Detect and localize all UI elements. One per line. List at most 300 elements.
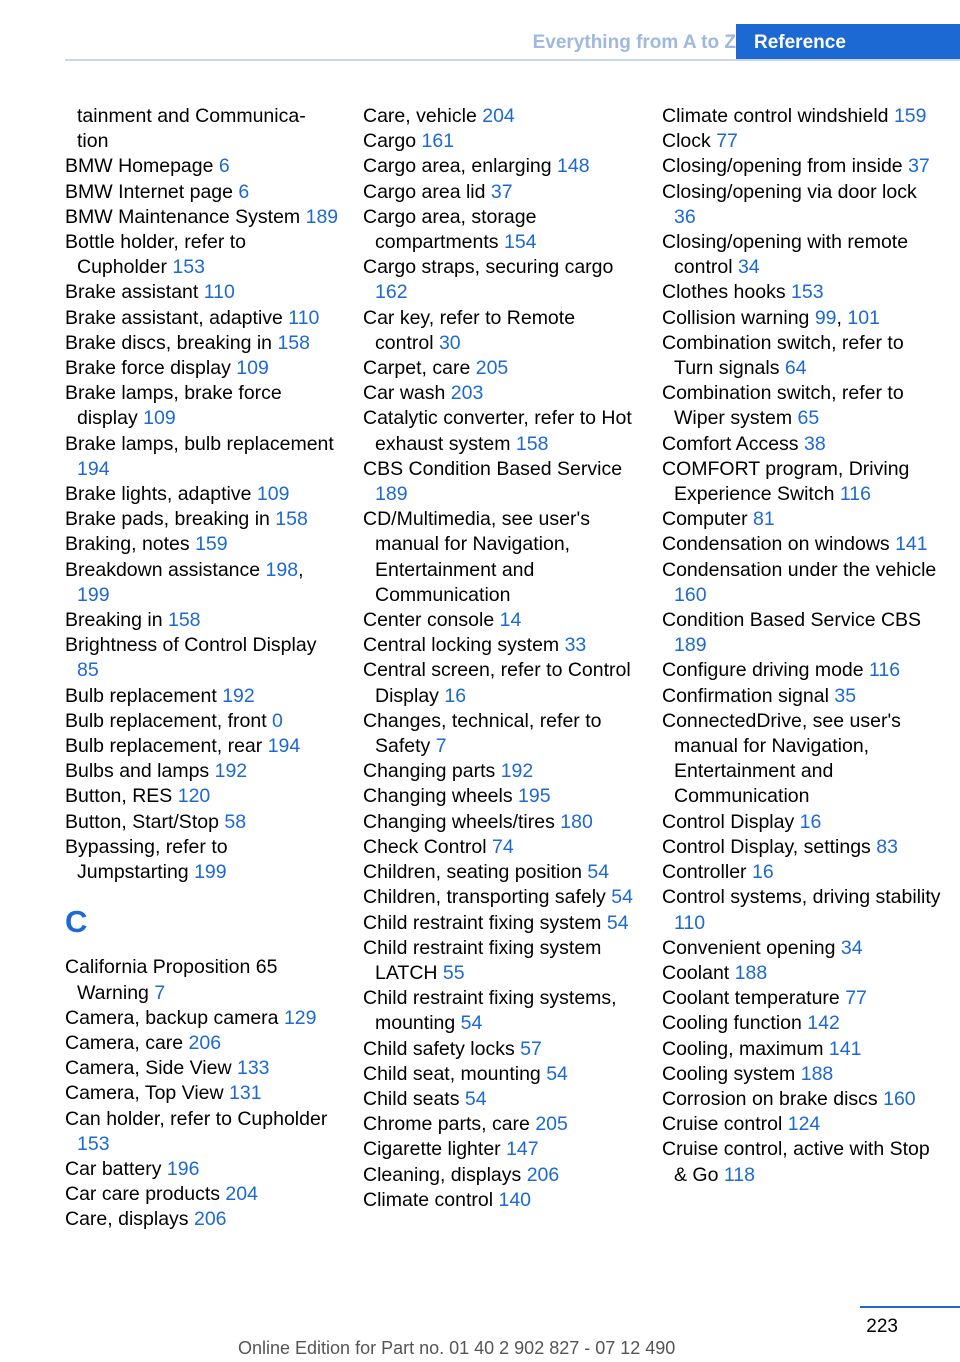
index-entry xyxy=(662,558,942,608)
page-reference-link[interactable]: 192 xyxy=(214,760,248,783)
page-reference-link[interactable]: 65 xyxy=(797,407,820,430)
index-entry-text: Breakdown assistance xyxy=(65,558,261,581)
index-entry-text: Brake discs, breaking in xyxy=(65,331,273,354)
page-reference-link[interactable]: 77 xyxy=(845,987,867,1010)
index-entry-text: COMFORT program, Driving Experience Switch xyxy=(662,457,910,506)
index-entry xyxy=(662,180,942,230)
page-reference-link[interactable]: 129 xyxy=(283,1006,317,1029)
page-reference-link[interactable]: 141 xyxy=(895,533,928,556)
index-entry xyxy=(363,1188,638,1213)
page-reference-link[interactable]: 189 xyxy=(674,634,707,657)
section-title: Everything from A to Z xyxy=(532,32,736,53)
index-entry-text: Closing/opening with remote control xyxy=(662,231,909,279)
page-reference-link[interactable]: 158 xyxy=(275,508,308,531)
index-entry xyxy=(363,457,638,507)
page-reference-link[interactable]: 162 xyxy=(375,281,408,304)
index-entry-text: Cleaning, displays xyxy=(363,1163,522,1186)
index-entry-text: Brake pads, breaking in xyxy=(65,508,270,531)
index-entry xyxy=(65,633,340,683)
index-entry-text: Comfort Access xyxy=(662,432,799,455)
index-entry xyxy=(363,860,638,885)
index-entry xyxy=(65,1207,340,1232)
index-entry-text: Cooling, maximum xyxy=(662,1037,824,1060)
page-reference-link[interactable]: 158 xyxy=(515,432,549,455)
index-entry xyxy=(65,104,340,129)
index-entry xyxy=(363,1137,638,1162)
index-entry xyxy=(65,432,340,482)
page-reference-link[interactable]: 199 xyxy=(77,583,110,606)
index-entry-text: Cruise control, active with Stop & Go xyxy=(662,1138,930,1186)
index-entry xyxy=(363,1112,638,1137)
index-entry-text: Brake force display xyxy=(65,357,231,380)
index-entry-text: Child seat, mounting xyxy=(363,1062,541,1085)
index-entry xyxy=(65,734,340,759)
index-entry-text: Camera, care xyxy=(65,1031,184,1054)
index-entry xyxy=(662,432,942,457)
index-entry-text: Combination switch, refer to Turn signals xyxy=(662,331,904,380)
index-entry xyxy=(65,1081,340,1106)
page-reference-link[interactable]: 160 xyxy=(883,1087,916,1110)
index-entry-text: Closing/opening via door lock xyxy=(662,180,917,203)
index-entry xyxy=(65,810,340,835)
header-rule xyxy=(65,59,960,61)
index-entry xyxy=(363,406,638,456)
index-entry-text: Button, RES xyxy=(65,785,173,808)
index-entry-text: Brake assistant xyxy=(65,281,199,304)
index-entry-text: Coolant xyxy=(662,961,730,984)
index-entry-text: Cargo straps, securing cargo xyxy=(363,256,614,279)
index-entry-text: Clock xyxy=(662,130,711,153)
index-entry xyxy=(662,885,942,935)
index-entry xyxy=(662,1087,942,1112)
index-entry-text: Camera, Top View xyxy=(65,1082,224,1105)
page-reference-link[interactable]: 188 xyxy=(800,1062,834,1085)
index-entry-text: Controller xyxy=(662,861,747,884)
page-reference-link[interactable]: 196 xyxy=(166,1157,200,1180)
page-reference-link[interactable]: 37 xyxy=(490,180,513,203)
index-entry xyxy=(65,1107,340,1157)
index-entry-text: Condensation under the vehicle xyxy=(662,558,937,581)
index-entry-text: Camera, Side View xyxy=(65,1057,232,1080)
page-reference-link[interactable]: 74 xyxy=(491,835,514,858)
index-entry-text: Car battery xyxy=(65,1157,162,1180)
index-entry-text: Climate control windshield xyxy=(662,105,889,127)
index-entry-text: Cargo area, storage compartments xyxy=(363,205,537,254)
page-reference-link[interactable]: 109 xyxy=(143,407,176,430)
index-entry xyxy=(662,608,942,658)
index-column-2 xyxy=(363,104,638,1213)
index-entry xyxy=(363,885,638,910)
index-entry xyxy=(662,507,942,532)
index-entry-text: Changes, technical, refer to Safety xyxy=(363,709,602,758)
index-entry xyxy=(65,784,340,809)
page-reference-link[interactable]: 189 xyxy=(375,483,408,506)
index-entry xyxy=(363,1062,638,1087)
page-reference-link[interactable]: 161 xyxy=(421,130,455,153)
footer-rule xyxy=(860,1306,960,1308)
page-reference-link[interactable]: 159 xyxy=(195,533,228,556)
index-entry: Collision warning 99, 101 xyxy=(662,306,880,329)
page-reference-link[interactable]: 30 xyxy=(438,331,461,354)
page-reference-link[interactable]: 147 xyxy=(506,1138,539,1161)
index-entry xyxy=(363,104,638,129)
index-entry xyxy=(65,684,340,709)
index-entry-text: Brake assistant, adaptive xyxy=(65,306,283,329)
index-entry xyxy=(65,381,340,431)
index-entry-text: Coolant temperature xyxy=(662,987,840,1010)
page-reference-link[interactable]: 109 xyxy=(256,483,290,506)
index-entry xyxy=(363,784,638,809)
index-entry-text: CBS Condition Based Service xyxy=(363,457,623,480)
index-entry xyxy=(363,255,638,305)
index-entry xyxy=(65,1182,340,1207)
index-entry-text: Bypassing, refer to Jumpstarting xyxy=(65,835,228,884)
index-entry xyxy=(363,507,638,608)
page-reference-link[interactable]: 110 xyxy=(203,281,235,304)
index-entry-text: Bulbs and lamps xyxy=(65,760,210,783)
index-entry xyxy=(363,911,638,936)
edition-note: Online Edition for Part no. 01 40 2 902 827 - 07 12 490 xyxy=(238,1338,676,1358)
index-entry xyxy=(662,457,942,507)
index-entry xyxy=(662,658,942,683)
page-reference-link[interactable]: 116 xyxy=(839,483,871,506)
index-entry-text: Control Display, settings xyxy=(662,835,871,858)
index-entry-text: Bulb replacement xyxy=(65,684,217,707)
page-reference-link[interactable]: 77 xyxy=(716,130,738,153)
index-entry xyxy=(65,835,340,885)
index-entry xyxy=(363,1037,638,1062)
index-entry-text: Child seats xyxy=(363,1087,460,1110)
page-reference-link[interactable]: 54 xyxy=(460,1012,483,1035)
index-entry xyxy=(65,180,340,205)
index-entry xyxy=(363,936,638,986)
page-reference-link[interactable]: 194 xyxy=(267,735,301,758)
page-reference-link[interactable]: 148 xyxy=(557,155,590,178)
index-entry xyxy=(363,154,638,179)
page-reference-link[interactable]: 54 xyxy=(587,861,610,884)
index-entry xyxy=(662,154,942,179)
page-reference-link[interactable]: 153 xyxy=(791,281,824,304)
page-reference-link[interactable]: 0 xyxy=(272,709,283,732)
index-entry xyxy=(363,381,638,406)
index-entry xyxy=(363,608,638,633)
page-reference-link[interactable]: 34 xyxy=(737,256,760,279)
index-entry-text: Cooling system xyxy=(662,1062,796,1085)
page-reference-link[interactable]: 54 xyxy=(606,911,629,934)
page-reference-link[interactable]: 205 xyxy=(535,1113,568,1136)
page-reference-link[interactable]: 109 xyxy=(236,357,269,380)
index-entry-text: Configure driving mode xyxy=(662,659,864,682)
index-entry-text: Car wash xyxy=(363,382,446,405)
index-entry-text: Control Display xyxy=(662,810,795,833)
index-letter-heading: C xyxy=(65,904,88,940)
page-reference-link[interactable]: 153 xyxy=(172,256,205,279)
index-entry-text: Child safety locks xyxy=(363,1037,515,1060)
index-entry xyxy=(363,986,638,1036)
page-reference-link[interactable]: 192 xyxy=(222,684,255,707)
page-reference-link[interactable]: 141 xyxy=(828,1037,862,1060)
index-entry xyxy=(65,1056,340,1081)
index-entry xyxy=(65,356,340,381)
page-reference-link[interactable]: 64 xyxy=(784,357,807,380)
page-reference-link[interactable]: 195 xyxy=(518,785,551,808)
page-header xyxy=(65,24,960,61)
index-entry-text: California Proposition 65 Warning xyxy=(65,956,278,1004)
page-reference-link[interactable]: 192 xyxy=(500,760,534,783)
index-entry xyxy=(363,1087,638,1112)
index-entry xyxy=(65,280,340,305)
index-entry-text: Child restraint fixing system LATCH xyxy=(363,936,602,984)
page-reference-link[interactable]: 7 xyxy=(154,981,166,1004)
index-entry xyxy=(662,532,942,557)
index-entry-text: Chrome parts, care xyxy=(363,1113,530,1136)
page-reference-link[interactable]: 198 xyxy=(265,558,299,581)
page-reference-link[interactable]: 153 xyxy=(77,1132,110,1155)
page-reference-link[interactable]: 81 xyxy=(753,508,775,531)
page-reference-link[interactable]: 6 xyxy=(218,155,230,178)
page-reference-link[interactable]: 55 xyxy=(442,961,465,984)
page-reference-link[interactable]: 34 xyxy=(840,936,863,959)
index-entry-text: Control systems, driving stability xyxy=(662,886,941,909)
page-reference-link[interactable]: 83 xyxy=(876,835,898,858)
page-reference-link[interactable]: 180 xyxy=(560,810,593,833)
index-entry xyxy=(363,709,638,759)
index-entry-text: Brake lights, adaptive xyxy=(65,483,252,506)
index-column-3 xyxy=(662,104,942,1188)
index-entry xyxy=(363,810,638,835)
page-reference-link[interactable]: 85 xyxy=(77,659,99,682)
index-entry xyxy=(65,331,340,356)
page-reference-link[interactable]: 189 xyxy=(305,205,339,228)
page-reference-link[interactable]: 16 xyxy=(799,810,822,833)
index-entry xyxy=(662,835,942,860)
page-reference-link[interactable]: 194 xyxy=(77,457,110,480)
index-entry xyxy=(65,129,340,154)
page-reference-link[interactable]: 54 xyxy=(611,886,633,909)
index-entry xyxy=(662,961,942,986)
page-reference-link[interactable]: 206 xyxy=(193,1208,227,1231)
index-entry xyxy=(65,532,340,557)
index-entry xyxy=(662,1112,942,1137)
page-reference-link[interactable]: 6 xyxy=(238,180,250,203)
index-entry-text: Condition Based Service CBS xyxy=(662,609,922,632)
page-reference-link[interactable]: 116 xyxy=(869,659,901,682)
page-reference-link[interactable]: 133 xyxy=(236,1057,270,1080)
index-entry xyxy=(65,608,340,633)
index-entry xyxy=(65,1157,340,1182)
index-entry xyxy=(662,709,942,810)
index-entry-text: Children, seating position xyxy=(363,861,582,884)
index-entry-text: Brake lamps, bulb replacement xyxy=(65,432,334,455)
index-entry-text: Care, vehicle xyxy=(363,105,477,127)
index-entry xyxy=(662,986,942,1011)
index-entry xyxy=(65,154,340,179)
index-entry-text: Clothes hooks xyxy=(662,281,786,304)
index-entry-text: Camera, backup camera xyxy=(65,1006,279,1029)
page-reference-link[interactable]: 205 xyxy=(475,357,509,380)
index-entry-text: Bottle holder, refer to Cupholder xyxy=(65,231,247,279)
page-reference-link[interactable]: 16 xyxy=(444,684,467,707)
index-entry-text: Carpet, care xyxy=(363,357,471,380)
index-entry xyxy=(662,860,942,885)
page-reference-link[interactable]: 38 xyxy=(803,432,826,455)
index-entry-text: tainment and Communica- xyxy=(77,105,306,127)
page-reference-link[interactable]: 14 xyxy=(499,609,522,632)
index-entry-text: tion xyxy=(77,130,109,153)
index-entry-text: Central screen, refer to Control Display xyxy=(363,659,631,707)
page-reference-link[interactable]: 159 xyxy=(893,105,927,127)
page-reference-link[interactable]: 188 xyxy=(734,961,768,984)
index-entry xyxy=(662,381,942,431)
page-reference-link[interactable]: 99 xyxy=(814,306,837,329)
index-entry-text: Cooling function xyxy=(662,1012,802,1035)
index-entry xyxy=(65,205,340,230)
index-entry-text: Car care products xyxy=(65,1183,220,1206)
index-entry xyxy=(662,331,942,381)
index-entry-text: Car key, refer to Remote control xyxy=(363,306,576,354)
page-reference-link[interactable]: 57 xyxy=(520,1037,542,1060)
reference-tab[interactable]: Reference xyxy=(736,24,960,61)
index-entry xyxy=(65,759,340,784)
index-entry-text: BMW Internet page xyxy=(65,180,233,203)
index-entry xyxy=(65,1006,340,1031)
index-entry xyxy=(662,129,942,154)
index-entry-text: Changing wheels xyxy=(363,785,513,808)
index-entry xyxy=(65,306,340,331)
page-reference-link[interactable]: 35 xyxy=(834,684,857,707)
page-reference-link[interactable]: 120 xyxy=(177,785,211,808)
page-reference-link[interactable]: 110 xyxy=(288,306,320,329)
index-entry xyxy=(65,955,340,1005)
page-reference-link[interactable]: 54 xyxy=(464,1087,487,1110)
index-entry-text: Cargo area lid xyxy=(363,180,486,203)
index-entry xyxy=(662,936,942,961)
index-entry-text: Child restraint fixing systems, mounting xyxy=(363,987,617,1035)
page-number: 223 xyxy=(866,1316,898,1337)
index-entry-text: Corrosion on brake discs xyxy=(662,1087,878,1110)
index-entry xyxy=(363,306,638,356)
index-entry-text: Braking, notes xyxy=(65,533,190,556)
index-entry-text: Computer xyxy=(662,508,748,531)
page-reference-link[interactable]: 110 xyxy=(674,911,706,934)
index-entry xyxy=(363,129,638,154)
index-entry-text: BMW Homepage xyxy=(65,155,214,178)
index-entry xyxy=(662,1137,942,1187)
index-entry-text: Brightness of Control Display xyxy=(65,634,317,657)
index-entry-text: Changing parts xyxy=(363,760,496,783)
index-entry xyxy=(363,759,638,784)
index-entry-text: Bulb replacement, front xyxy=(65,709,267,732)
page-reference-link[interactable]: 203 xyxy=(450,382,484,405)
index-entry xyxy=(662,1062,942,1087)
index-entry xyxy=(662,104,942,129)
index-entry xyxy=(65,1031,340,1056)
page-reference-link[interactable]: 204 xyxy=(225,1183,258,1206)
page-reference-link[interactable]: 140 xyxy=(498,1188,532,1211)
index-entry-text: Confirmation signal xyxy=(662,684,829,707)
page-reference-link[interactable]: 206 xyxy=(526,1163,560,1186)
index-entry xyxy=(363,633,638,658)
index-entry xyxy=(363,835,638,860)
index-entry xyxy=(363,180,638,205)
index-entry-text: Button, Start/Stop xyxy=(65,810,219,833)
index-entry-text: CD/Multimedia, see user's manual for Navigation, Entertainment and Communication xyxy=(363,508,590,606)
page-reference-link[interactable]: 199 xyxy=(194,861,227,884)
index-entry xyxy=(363,205,638,255)
index-entry-text: Breaking in xyxy=(65,609,163,632)
page-footer xyxy=(0,1306,960,1362)
page-reference-link[interactable]: 206 xyxy=(188,1031,222,1054)
page-reference-link[interactable]: 36 xyxy=(674,205,696,228)
index-entry-text: Cruise control xyxy=(662,1113,783,1136)
index-entry-text: Convenient opening xyxy=(662,936,836,959)
page-reference-link[interactable]: 58 xyxy=(224,810,247,833)
index-entry-text: Cigarette lighter xyxy=(363,1138,501,1161)
index-entry-text: Changing wheels/tires xyxy=(363,810,555,833)
index-entry xyxy=(662,280,942,305)
page-reference-link[interactable]: 158 xyxy=(167,609,201,632)
index-entry xyxy=(662,1037,942,1062)
index-entry-text: Catalytic converter, refer to Hot exhaust system xyxy=(363,407,632,455)
index-entry-text: BMW Maintenance System xyxy=(65,205,301,228)
page-reference-link[interactable]: 158 xyxy=(277,331,310,354)
index-entry-text: Closing/opening from inside xyxy=(662,155,903,178)
page-reference-link[interactable]: 154 xyxy=(503,231,537,254)
index-entry-text: Bulb replacement, rear xyxy=(65,735,263,758)
index-entry xyxy=(65,230,340,280)
page-reference-link[interactable]: 37 xyxy=(908,155,930,178)
index-entry-text: Care, displays xyxy=(65,1208,189,1231)
index-entry-text: ConnectedDrive, see user's manual for Navigation, Entertainment and Communication xyxy=(662,709,901,808)
page-reference-link[interactable]: 124 xyxy=(787,1113,821,1136)
index-entry-text: Climate control xyxy=(363,1188,494,1211)
page-reference-link[interactable]: 118 xyxy=(723,1163,755,1186)
index-entry: Breakdown assistance 198, 199 xyxy=(65,558,304,606)
index-entry xyxy=(363,1163,638,1188)
page-reference-link[interactable]: 131 xyxy=(229,1082,262,1105)
index-entry-text: Combination switch, refer to Wiper system xyxy=(662,382,904,430)
page-reference-link[interactable]: 7 xyxy=(435,735,447,758)
index-entry-text: Can holder, refer to Cupholder xyxy=(65,1107,328,1130)
index-entry xyxy=(363,658,638,708)
page-reference-link[interactable]: 142 xyxy=(807,1012,840,1035)
index-entry xyxy=(65,507,340,532)
index-entry-text: Central locking system xyxy=(363,634,560,657)
index-entry xyxy=(662,1011,942,1036)
index-entry-text: Center console xyxy=(363,609,495,632)
page-reference-link[interactable]: 33 xyxy=(564,634,587,657)
index-entry xyxy=(65,482,340,507)
index-entry-text: Brake lamps, brake force display xyxy=(65,382,282,430)
page-reference-link[interactable]: 204 xyxy=(482,105,515,127)
index-entry-text: Cargo area, enlarging xyxy=(363,155,552,178)
index-entry-text: Check Control xyxy=(363,835,487,858)
index-entry xyxy=(662,810,942,835)
index-entry-text: Condensation on windows xyxy=(662,533,890,556)
page-reference-link[interactable]: 16 xyxy=(751,861,774,884)
index-entry-text: Collision warning xyxy=(662,306,810,329)
index-entry-text: Cargo xyxy=(363,130,417,153)
page-reference-link[interactable]: 101 xyxy=(847,306,880,329)
index-entry xyxy=(363,356,638,381)
index-column-1 xyxy=(65,104,340,1233)
index-entry-text: Child restraint fixing system xyxy=(363,911,602,934)
page-reference-link[interactable]: 160 xyxy=(674,583,707,606)
page-reference-link[interactable]: 54 xyxy=(546,1062,568,1085)
index-entry xyxy=(662,230,942,280)
index-entry xyxy=(662,684,942,709)
index-entry xyxy=(65,709,340,734)
